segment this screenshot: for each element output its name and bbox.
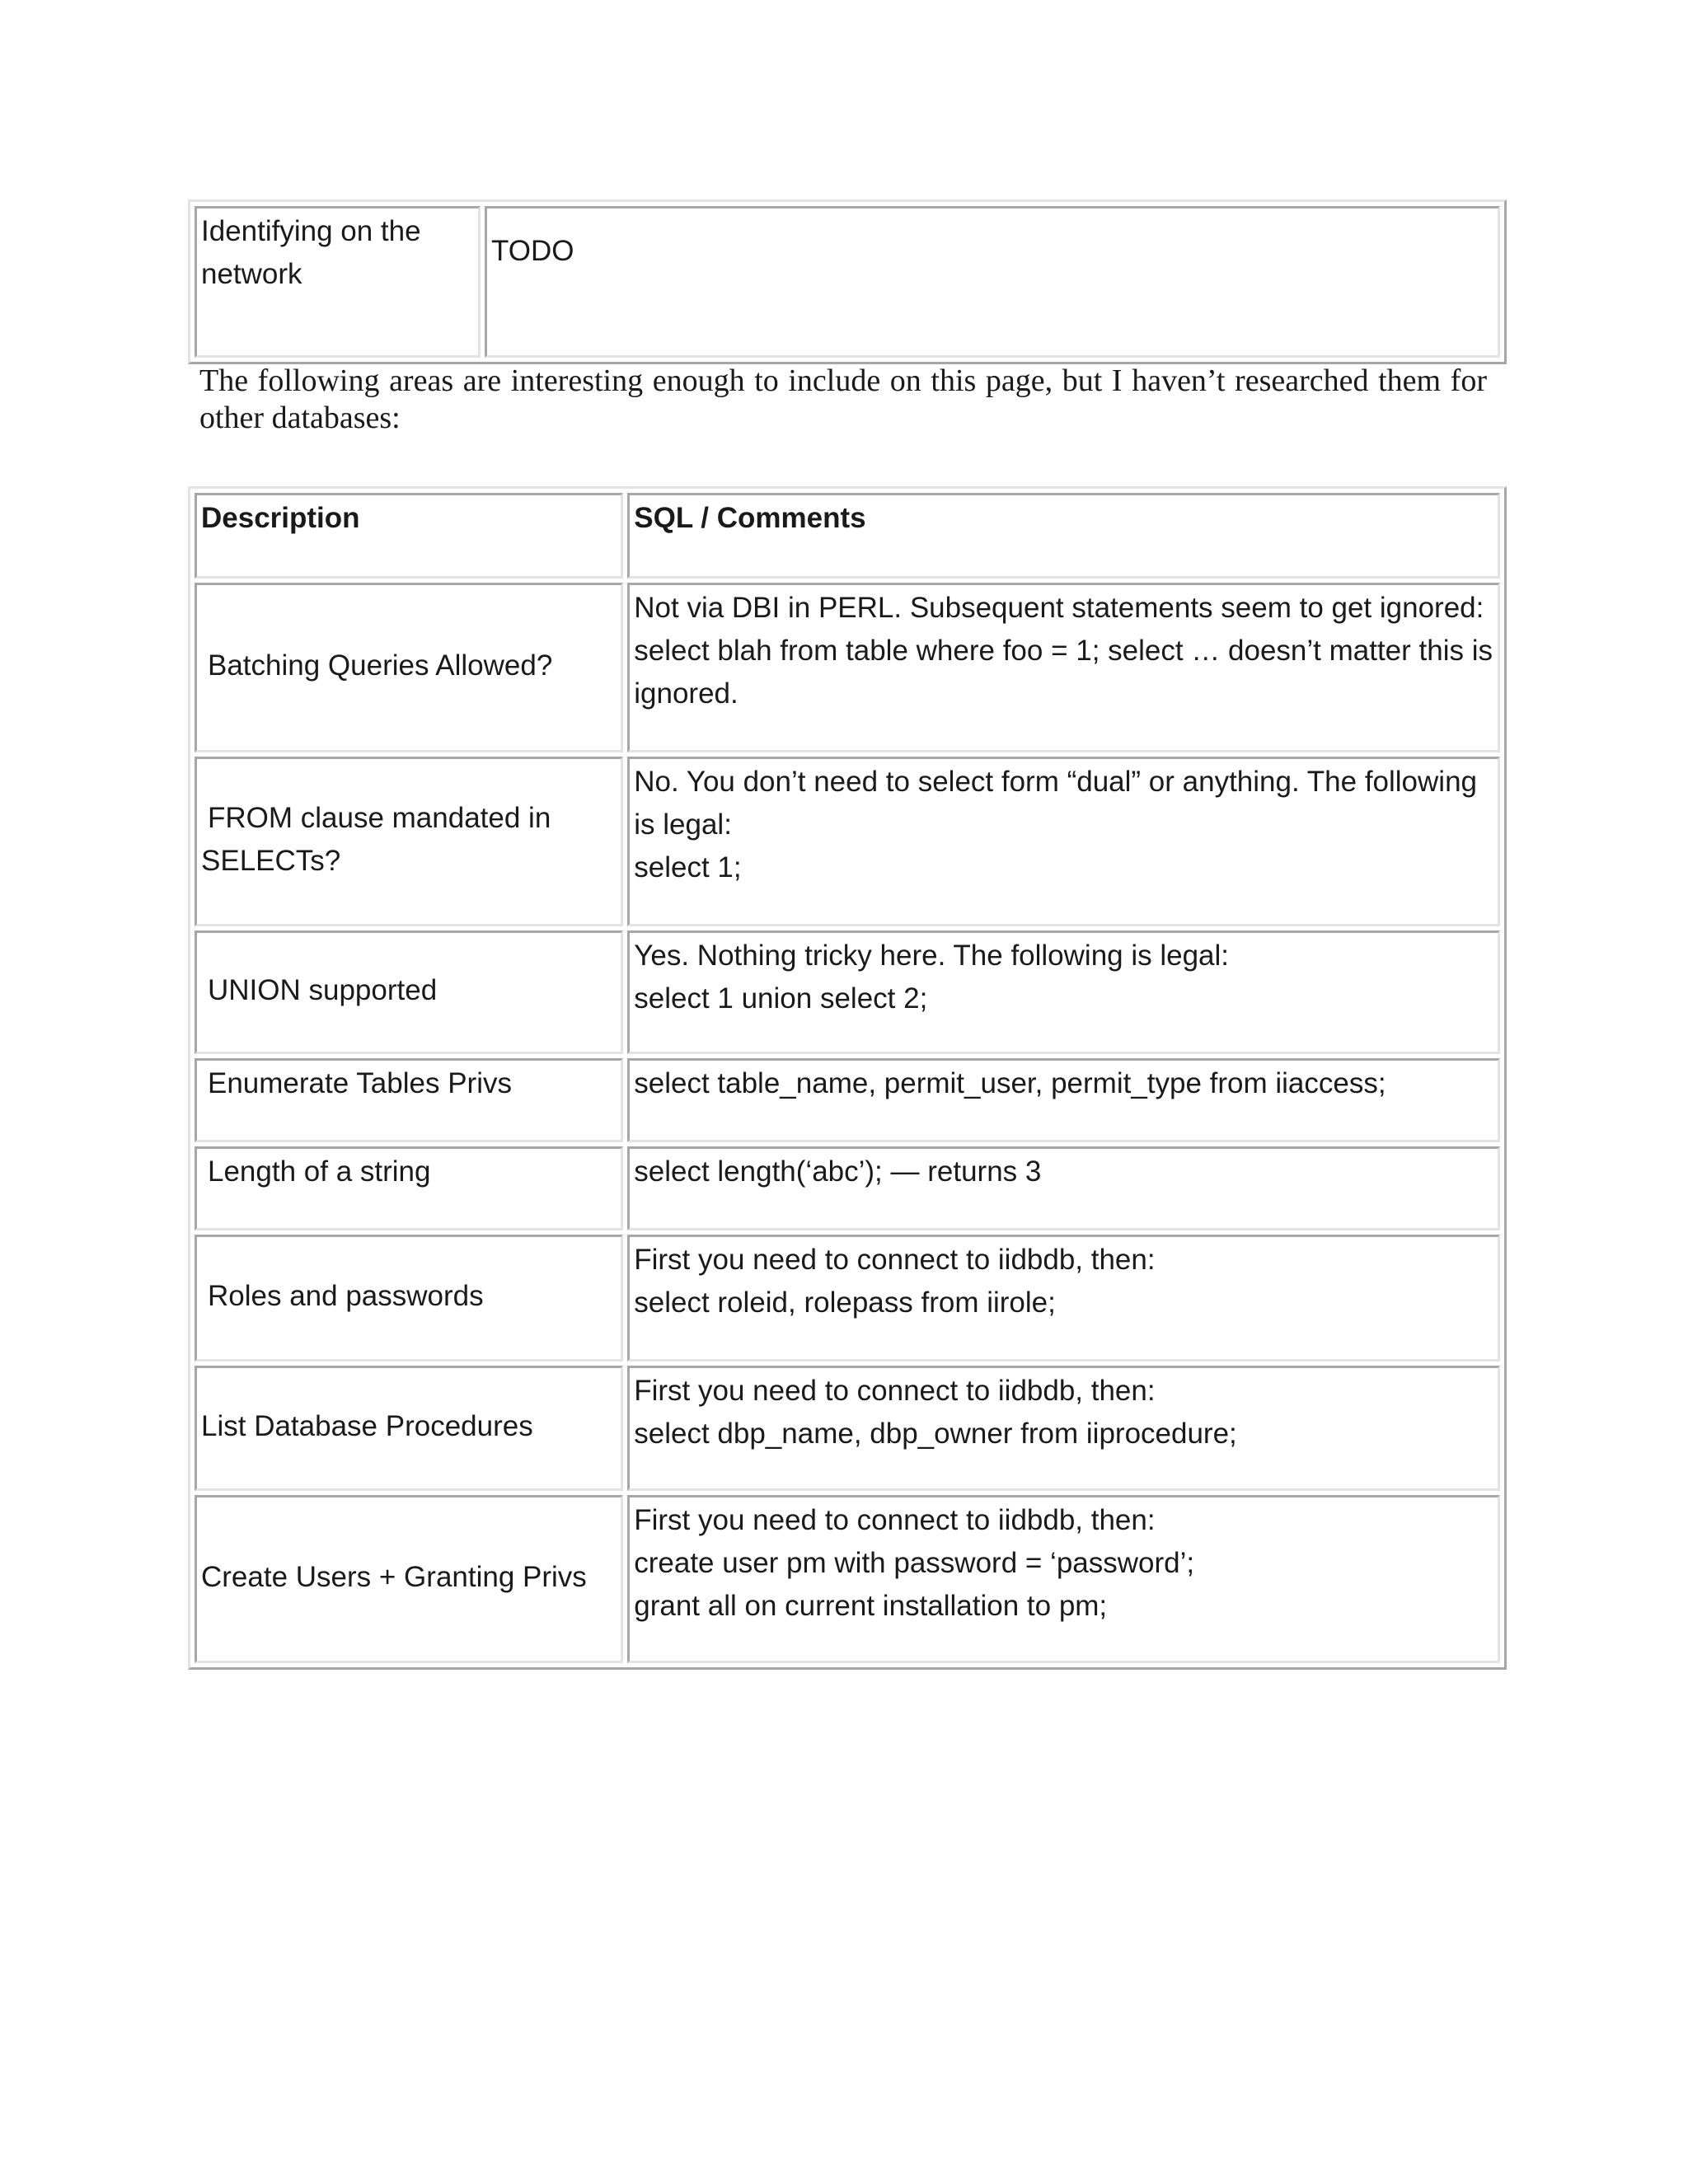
- description-text: Enumerate Tables Privs: [208, 1067, 512, 1099]
- description-header: Description: [195, 493, 623, 579]
- sql-line: ignored.: [634, 677, 738, 710]
- identifying-value-cell: [485, 206, 1500, 358]
- table-row: [195, 1495, 1500, 1663]
- table-row: [195, 206, 1500, 358]
- description-text: Create Users + Granting Privs: [201, 1561, 587, 1593]
- sql-line: create user pm with password = ‘password’;: [634, 1547, 1195, 1579]
- sql-cell: [627, 1366, 1500, 1491]
- description-text: UNION supported: [208, 974, 438, 1006]
- sql-line: select blah from table where foo = 1; select … doesn’t matter this is: [634, 635, 1493, 667]
- description-cell: [195, 757, 623, 926]
- identifying-label-cell: [195, 206, 481, 358]
- table-row: [195, 1235, 1500, 1361]
- sql-cell: [627, 930, 1500, 1054]
- sql-line: select table_name, permit_user, permit_type from iiaccess;: [634, 1067, 1386, 1099]
- description-cell: [195, 1146, 623, 1230]
- identifying-label-line2: network: [201, 258, 302, 290]
- sql-cell: [627, 1495, 1500, 1663]
- sql-features-table: [188, 486, 1507, 1670]
- sql-line: First you need to connect to iidbdb, then:: [634, 1244, 1156, 1276]
- table-row: [195, 930, 1500, 1054]
- sql-line: First you need to connect to iidbdb, then:: [634, 1504, 1156, 1536]
- sql-line: is legal:: [634, 808, 732, 841]
- sql-line: select dbp_name, dbp_owner from iiprocedure;: [634, 1418, 1237, 1450]
- sql-cell: [627, 1235, 1500, 1361]
- sql-line: select length(‘abc’); — returns 3: [634, 1155, 1042, 1188]
- identification-table: [188, 199, 1507, 364]
- sql-line: grant all on current installation to pm;: [634, 1590, 1108, 1622]
- description-text: Roles and passwords: [208, 1280, 484, 1312]
- sql-cell: [627, 583, 1500, 752]
- identifying-value: TODO: [491, 235, 574, 267]
- table-row: [195, 1058, 1500, 1142]
- description-cell: [195, 1495, 623, 1663]
- sql-line: No. You don’t need to select form “dual” or anything. The following: [634, 766, 1478, 798]
- sql-line: Not via DBI in PERL. Subsequent statements seem to get ignored:: [634, 592, 1484, 624]
- description-text: FROM clause mandated in: [208, 802, 551, 834]
- table-row: [195, 757, 1500, 926]
- sql-cell: [627, 1058, 1500, 1142]
- sql-line: First you need to connect to iidbdb, then:: [634, 1375, 1156, 1407]
- intro-paragraph: The following areas are interesting enough to include on this page, but I haven’t researched them for other databases:: [199, 363, 1487, 435]
- description-cell: [195, 1058, 623, 1142]
- description-cell: [195, 1235, 623, 1361]
- sql-cell: [627, 1146, 1500, 1230]
- description-text: SELECTs?: [201, 845, 341, 877]
- description-cell: [195, 1366, 623, 1491]
- sql-comments-header: SQL / Comments: [627, 493, 1500, 579]
- sql-line: select 1;: [634, 851, 742, 883]
- table-row: [195, 1146, 1500, 1230]
- description-text: List Database Procedures: [201, 1410, 533, 1442]
- description-text: Batching Queries Allowed?: [208, 649, 553, 682]
- table-row: [195, 1366, 1500, 1491]
- sql-cell: [627, 757, 1500, 926]
- description-cell: [195, 930, 623, 1054]
- sql-line: Yes. Nothing tricky here. The following is legal:: [634, 940, 1230, 972]
- table-row: [195, 583, 1500, 752]
- identifying-label-line1: Identifying on the: [201, 215, 421, 247]
- table-header-row: [195, 493, 1500, 579]
- sql-line: select 1 union select 2;: [634, 982, 928, 1015]
- description-cell: [195, 583, 623, 752]
- description-text: Length of a string: [208, 1155, 431, 1188]
- sql-line: select roleid, rolepass from iirole;: [634, 1286, 1056, 1319]
